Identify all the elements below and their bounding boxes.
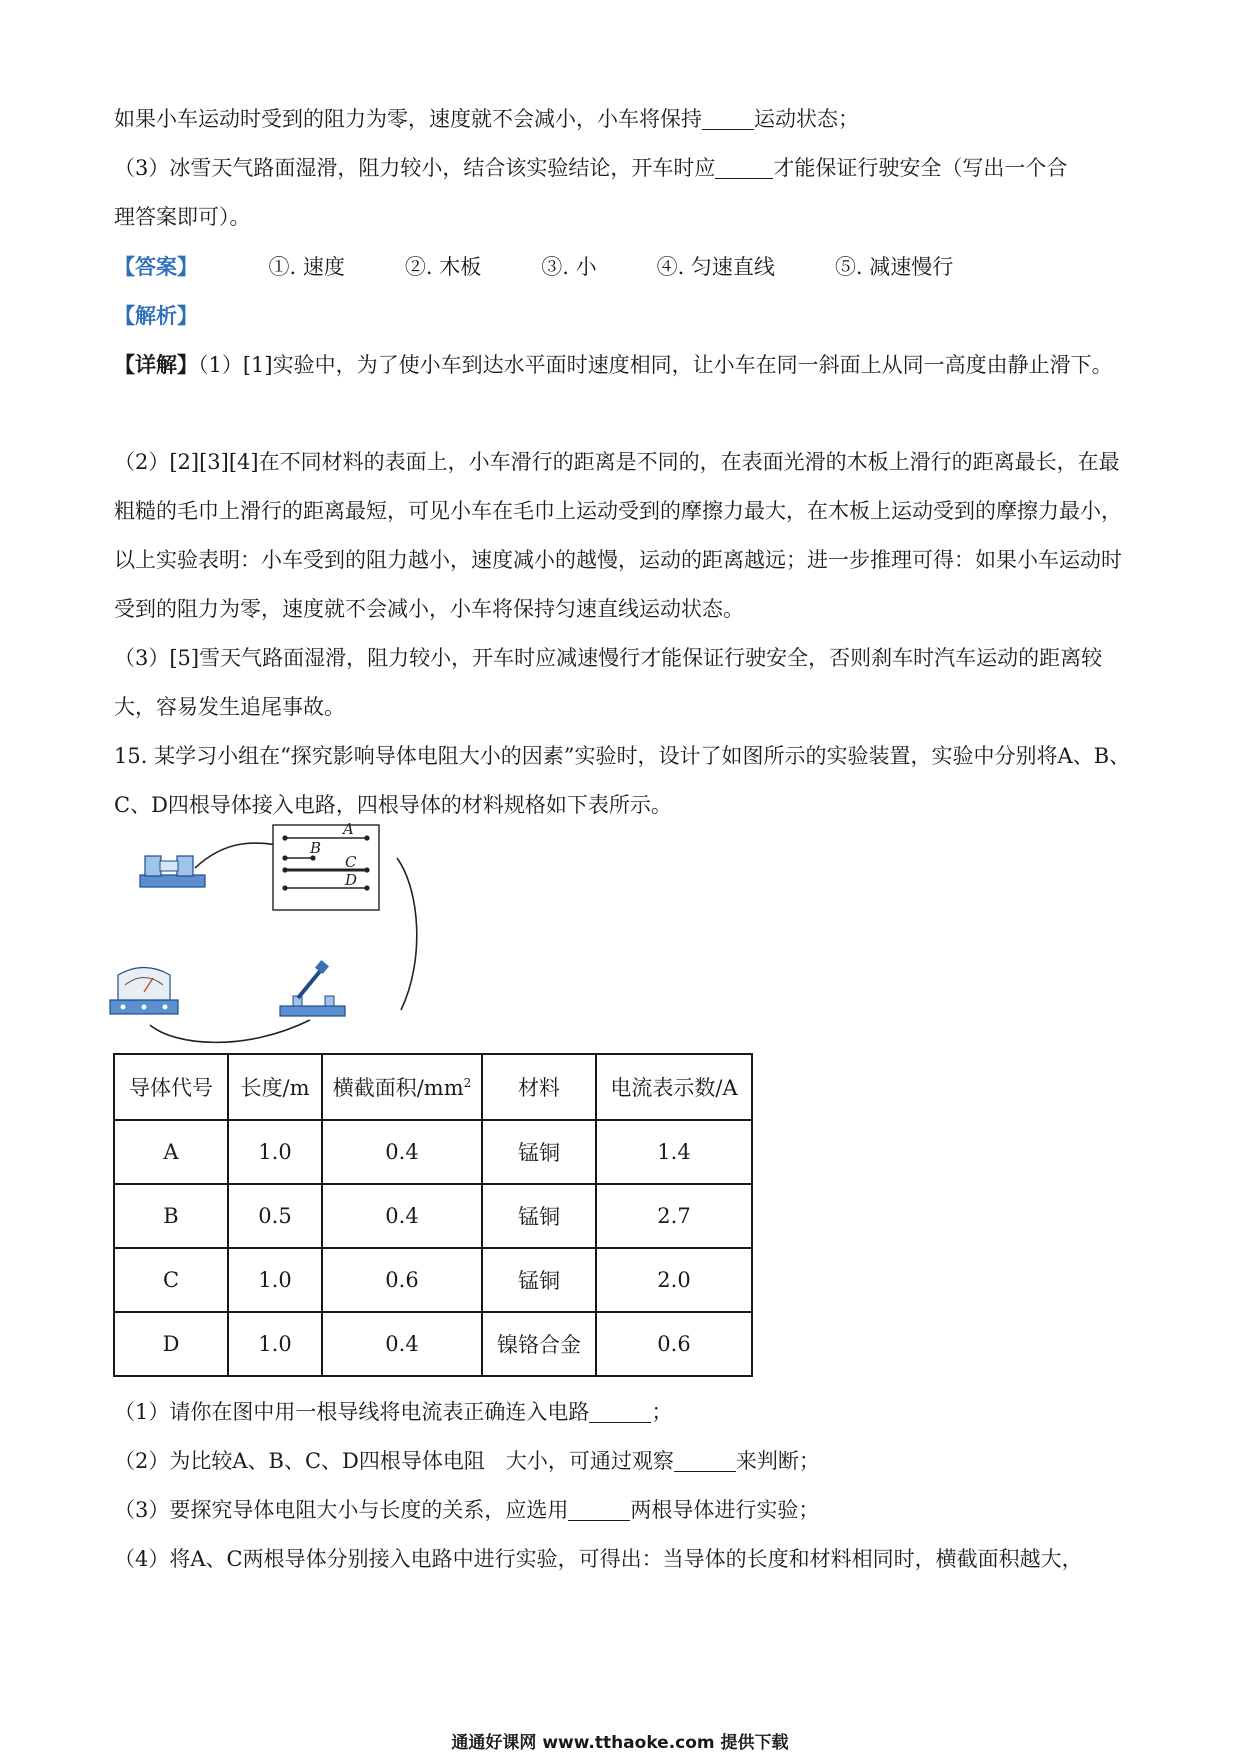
conductor-label-d: D [345,871,358,889]
answer-blank [715,154,773,179]
table-cell: 1.4 [596,1120,752,1184]
analysis-paragraph-1: 【详解】（1）[1]实验中，为了使小车到达水平面时速度相同，让小车在同一斜面上从同一高度由静止滑下。 [114,352,1113,377]
table-row [114,1248,752,1312]
answer-item: ⑤. 减速慢行 [834,255,954,279]
text-line: 理答案即可）。 [114,205,251,229]
sub-question-3: （3）要探究导体电阻大小与长度的关系，应选用 两根导体进行实验； [114,1498,820,1522]
table-cell: 2.0 [596,1248,752,1312]
answer-label: 【答案】 [114,254,188,279]
table-row [114,1120,752,1184]
table-header-cell: 横截面积$/mm^2$ [322,1054,482,1120]
table-cell: 0.4 [322,1120,482,1184]
answer-line [114,242,1134,292]
table-cell: 0.5 [228,1184,322,1248]
table-cell: 0.4 [322,1312,482,1376]
answer-item: ④. 匀速直线 [656,255,775,279]
table-cell: 2.7 [596,1184,752,1248]
conductor-spec-table [113,1053,753,1377]
conductor-label-c: C [345,853,357,871]
analysis-label: 【解析】 [114,303,198,328]
table-cell: 锰铜 [482,1184,596,1248]
analysis-paragraph-3: （3）[5]雪天气路面湿滑，阻力较小，开车时应减速慢行才能保证行驶安全，否则刹车时汽车运动的距离较大，容易发生追尾事故。 [114,646,1103,719]
sub-question-2: （2）为比较A、B、C、D四根导体电阻 大小，可通过观察 来判断； [114,1449,820,1473]
answer-blank [589,1398,651,1423]
text-line: 如果小车运动时受到的阻力为零，速度就不会减小，小车将保持 运动状态； [114,107,859,131]
circuit-diagram [105,820,665,1050]
answer-item: ③. 小 [541,255,597,279]
question-15-text: 15. 某学习小组在“探究影响导体电阻大小的因素”实验时，设计了如图所示的实验装置，实验中分别将A、B、C、D四根导体接入电路，四根导体的材料规格如下表所示。 [114,744,1131,817]
table-cell: 0.4 [322,1184,482,1248]
table-cell: 0.6 [596,1312,752,1376]
table-header-row [114,1054,752,1120]
answer-blank [674,1447,736,1472]
conductor-label-a: A [343,820,354,838]
sub-question-1: （1）请你在图中用一根导线将电流表正确连入电路 ； [114,1400,673,1424]
text-line: （3）冰雪天气路面湿滑，阻力较小，结合该实验结论，开车时应 才能保证行驶安全（写出一个合 [114,156,1068,180]
table-cell: A [114,1120,228,1184]
table-cell: B [114,1184,228,1248]
table-header-cell: 材料 [482,1054,596,1120]
table-row [114,1312,752,1376]
switch-icon [280,960,345,1016]
table-cell: 1.0 [228,1248,322,1312]
answer-item: ①. 速度 [268,255,345,279]
table-cell: 镍铬合金 [482,1312,596,1376]
table-cell: C [114,1248,228,1312]
power-device-icon [140,856,205,887]
conductor-label-b: B [310,839,322,857]
footer-watermark: 通通好课网 www.tthaoke.com 提供下载 [451,1733,789,1753]
table-header-cell: 导体代号 [114,1054,228,1120]
table-row [114,1184,752,1248]
table-header-cell: 电流表示数/A [596,1054,752,1120]
table-cell: D [114,1312,228,1376]
table-cell: 1.0 [228,1120,322,1184]
answer-blank [568,1496,630,1521]
answer-blank [702,105,754,130]
table-cell: 1.0 [228,1312,322,1376]
table-header-cell: 长度/m [228,1054,322,1120]
sub-question-4: （4）将A、C两根导体分别接入电路中进行实验，可得出：当导体的长度和材料相同时，横截面积越大， [114,1547,1083,1571]
ammeter-icon [110,968,178,1015]
table-cell: 锰铜 [482,1248,596,1312]
analysis-paragraph-2: （2）[2][3][4]在不同材料的表面上，小车滑行的距离是不同的，在表面光滑的木板上滑行的距离最长，在最粗糙的毛巾上滑行的距离最短，可见小车在毛巾上运动受到的摩擦力最大，在木板上运动受到的摩擦力最小，以上实验表明：小车受到的阻力越小，速度减小的越慢，运动的距离越远；进一步推理可得：如果小车运动时受到的阻力为零，速度就不会减小，小车将保持匀速直线运动状态。 [114,450,1122,621]
table-cell: 0.6 [322,1248,482,1312]
table-cell: 锰铜 [482,1120,596,1184]
answer-item: ②. 木板 [404,255,482,279]
